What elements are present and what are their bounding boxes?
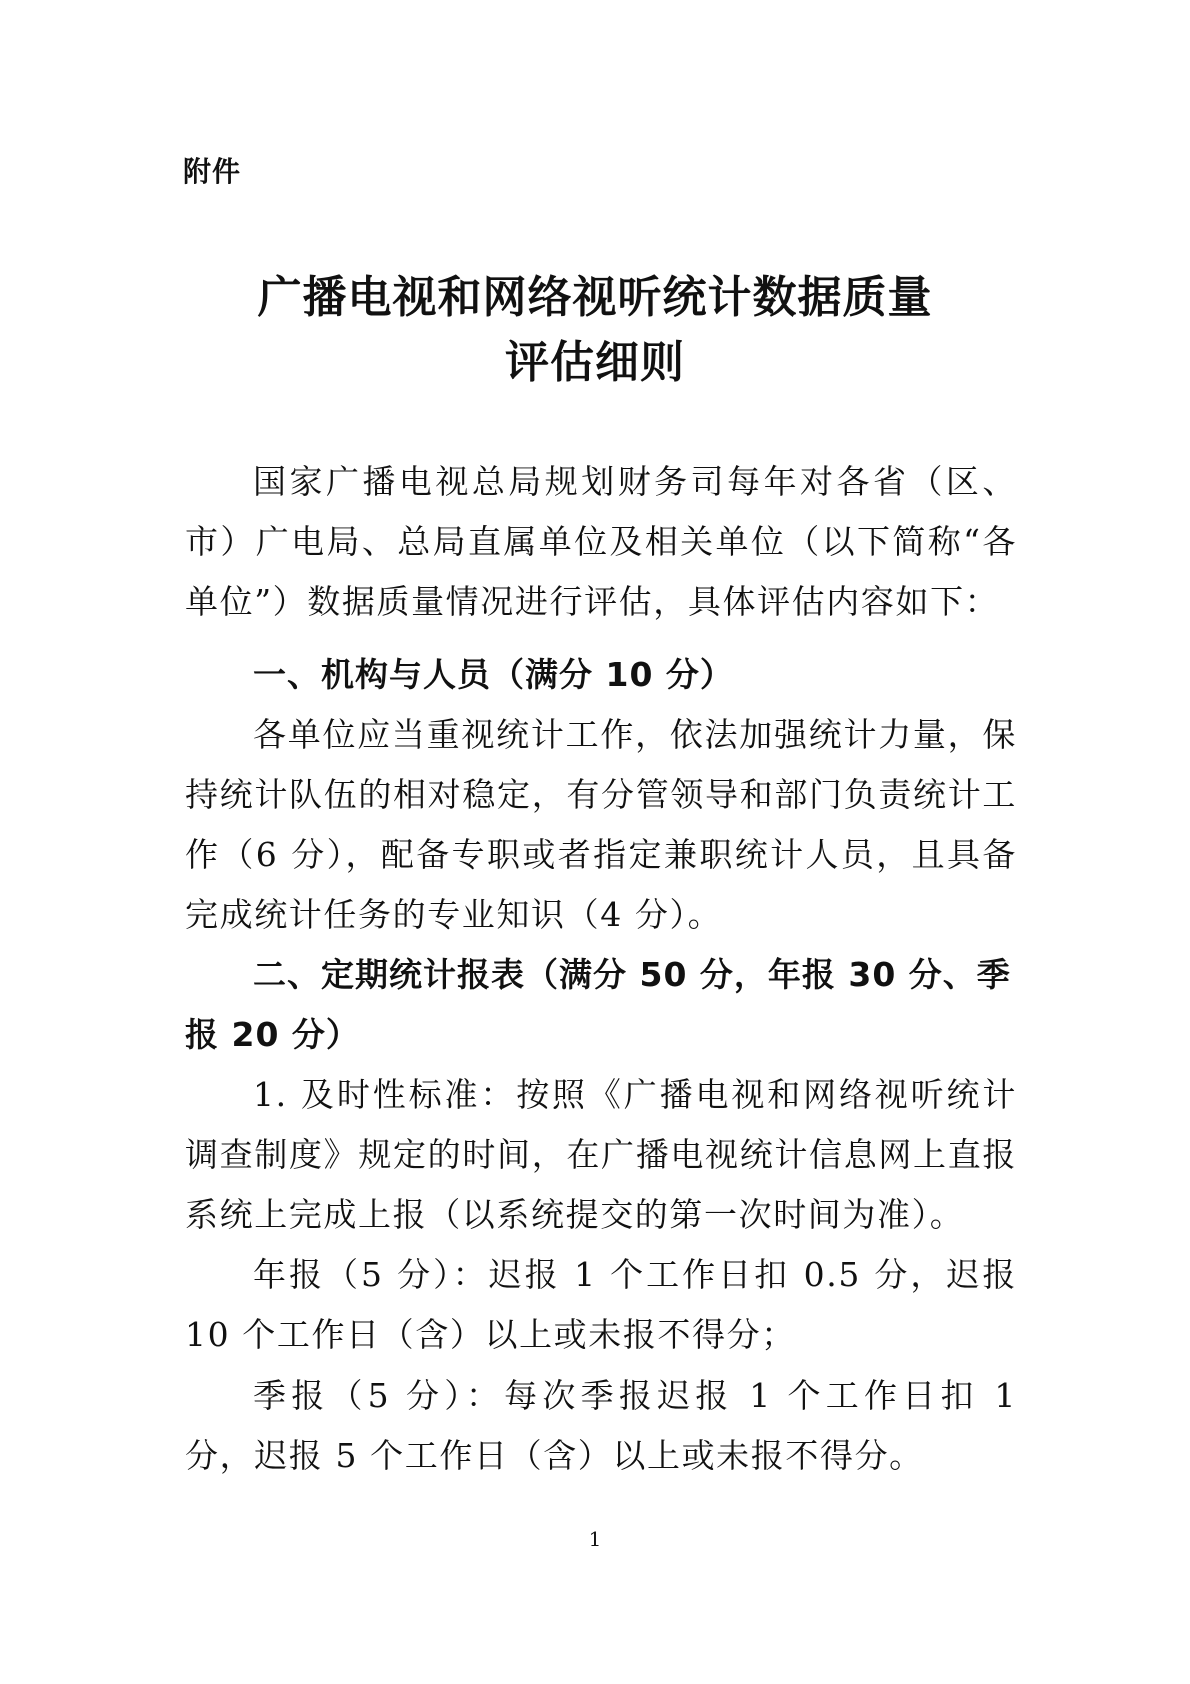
- timeliness-standard-paragraph: 1. 及时性标准：按照《广播电视和网络视听统计调查制度》规定的时间，在广播电视统计信息网上直报系统上完成上报（以系统提交的第一次时间为准）。: [185, 1075, 1017, 1234]
- annual-report-rule-paragraph: 年报（5 分）：迟报 1 个工作日扣 0.5 分，迟报 10 个工作日（含）以上或未报不得分；: [185, 1255, 1017, 1354]
- document-title-line-1: 广播电视和网络视听统计数据质量: [257, 272, 933, 323]
- quarterly-report-rule-paragraph: 季报（5 分）：每次季报迟报 1 个工作日扣 1 分，迟报 5 个工作日（含）以上或未报不得分。: [185, 1376, 1017, 1475]
- attachment-label: 附件: [183, 155, 242, 188]
- section-one-paragraph: 各单位应当重视统计工作，依法加强统计力量，保持统计队伍的相对稳定，有分管领导和部门负责统计工作（6 分），配备专职或者指定兼职统计人员，且具备完成统计任务的专业知识（4 分）。: [185, 715, 1017, 934]
- document-title-line-2: 评估细则: [505, 337, 685, 388]
- section-one-heading: 一、机构与人员（满分 10 分）: [253, 655, 734, 694]
- page-number: 1: [588, 1527, 602, 1551]
- intro-paragraph: 国家广播电视总局规划财务司每年对各省（区、市）广电局、总局直属单位及相关单位（以下简称“各单位”）数据质量情况进行评估，具体评估内容如下：: [185, 462, 1017, 621]
- section-two-heading: 二、定期统计报表（满分 50 分，年报 30 分、季报 20 分）: [185, 955, 1011, 1054]
